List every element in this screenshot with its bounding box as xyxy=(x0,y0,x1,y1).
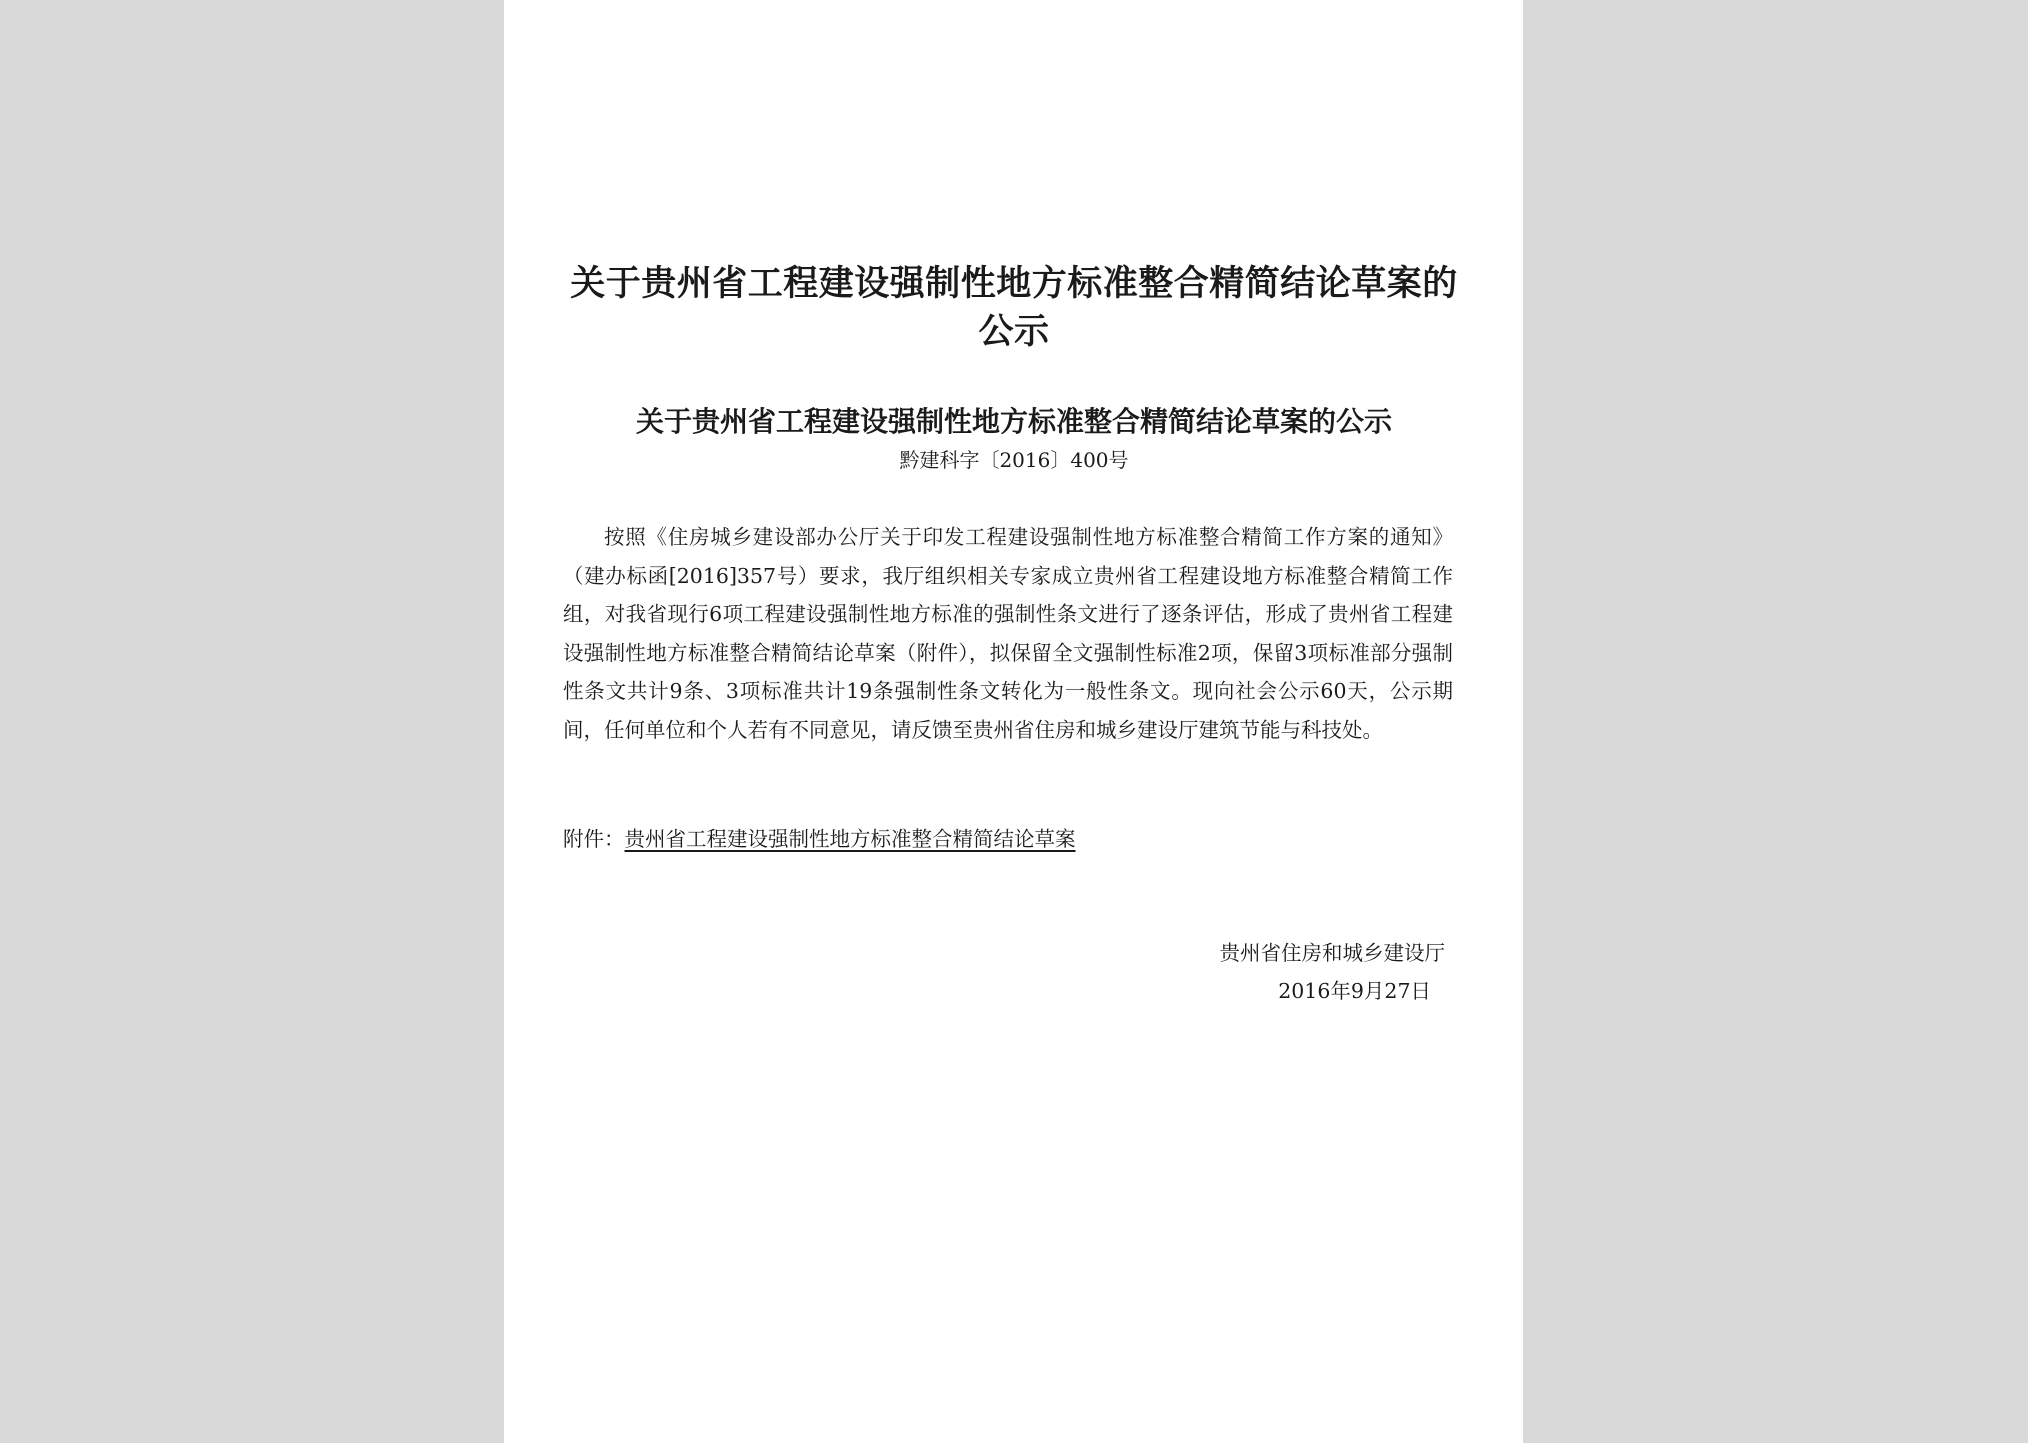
document-subtitle: 关于贵州省工程建设强制性地方标准整合精简结论草案的公示 xyxy=(635,405,1392,438)
attachment-label: 附件： xyxy=(563,827,625,851)
issue-date: 2016年9月27日 xyxy=(1278,979,1431,1003)
document-number: 黔建科字〔2016〕400号 xyxy=(899,448,1129,472)
attachment-link[interactable]: 贵州省工程建设强制性地方标准整合精简结论草案 xyxy=(624,827,1076,851)
issuing-organization: 贵州省住房和城乡建设厅 xyxy=(1219,941,1445,965)
attachment-line xyxy=(563,822,1453,856)
body-paragraph: 按照《住房城乡建设部办公厅关于印发工程建设强制性地方标准整合精简工作方案的通知》（建办标函[2016]357号）要求，我厅组织相关专家成立贵州省工程建设地方标准整合精简工作组，对我省现行6项工程建设强制性地方标准的强制性条文进行了逐条评估，形成了贵州省工程建设强制性地方标准整合精简结论草案（附件），拟保留全文强制性标准2项，保留3项标准部分强制性条文共计9条、3项标准共计19条强制性条文转化为一般性条文。现向社会公示60天，公示期间，任何单位和个人若有不同意见，请反馈至贵州省住房和城乡建设厅建筑节能与科技处。 xyxy=(563,525,1453,742)
document-title: 关于贵州省工程建设强制性地方标准整合精简结论草案的公示 xyxy=(570,264,1458,352)
document-page xyxy=(504,0,1523,1443)
